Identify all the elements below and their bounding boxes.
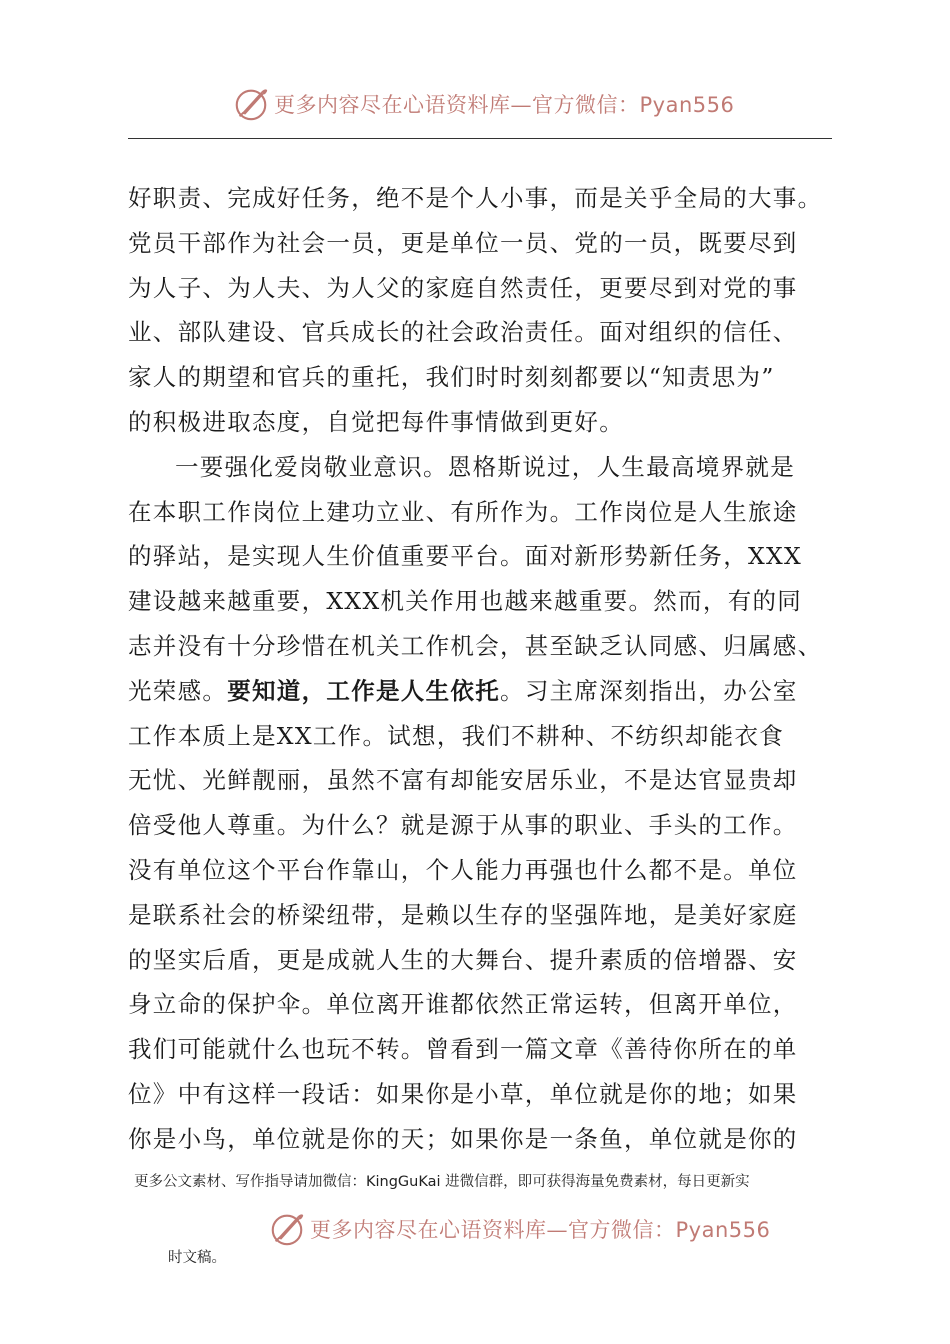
text-line: 位》中有这样一段话：如果你是小草，单位就是你的地；如果	[128, 1079, 798, 1108]
text-line: 建设越来越重要，XXX机关作用也越来越重要。然而，有的同	[128, 587, 803, 616]
watermark-id: Pyan556	[675, 1218, 771, 1242]
text-line: 无忧、光鲜靓丽，虽然不富有却能安居乐业，不是达官显贵却	[128, 766, 798, 795]
text-line	[128, 669, 832, 714]
paragraph-start-line: 一要强化爱岗敬业意识。恩格斯说过，人生最高境界就是	[175, 452, 795, 481]
watermark-text: 更多内容尽在心语资料库—官方微信：Pyan556	[274, 93, 735, 117]
text-line: 的积极进取态度，自觉把每件事情做到更好。	[128, 407, 624, 436]
header-divider	[128, 138, 832, 139]
text-line: 我们可能就什么也玩不转。曾看到一篇文章《善待你所在的单	[128, 1035, 798, 1064]
bold-emphasis: 要知道，工作是人生依托	[227, 676, 501, 705]
footer-watermark	[268, 1209, 770, 1249]
text-line: 党员干部作为社会一员，更是单位一员、党的一员，既要尽到	[128, 228, 798, 257]
text-segment: 。习主席深刻指出，办公室	[500, 676, 798, 705]
text-line: 工作本质上是XX工作。试想，我们不耕种、不纺织却能衣食	[128, 721, 785, 750]
text-line: 的驿站，是实现人生价值重要平台。面对新形势新任务，XXX	[128, 542, 803, 571]
text-line: 的坚实后盾，更是成就人生的大舞台、提升素质的倍增器、安	[128, 945, 798, 974]
footer-note: 更多公文素材、写作指导请加微信：KingGuKai 进微信群，即可获得海量免费素材，每日更新实	[134, 1174, 750, 1190]
text-line: 倍受他人尊重。为什么？就是源于从事的职业、手头的工作。	[128, 811, 798, 840]
text-line: 家人的期望和官兵的重托，我们时时刻刻都要以“知责思为”	[128, 363, 775, 392]
text-line: 在本职工作岗位上建功立业、有所作为。工作岗位是人生旅途	[128, 497, 798, 526]
watermark-id: Pyan556	[639, 93, 735, 117]
document-body	[128, 176, 832, 1162]
quill-pen-circle-icon	[268, 1210, 306, 1248]
text-line: 好职责、完成好任务，绝不是个人小事，而是关乎全局的大事。	[128, 184, 823, 212]
text-line: 你是小鸟，单位就是你的天；如果你是一条鱼，单位就是你的	[128, 1124, 798, 1153]
footer-note-continuation: 时文稿。	[168, 1250, 226, 1266]
text-line: 没有单位这个平台作靠山，个人能力再强也什么都不是。单位	[128, 855, 798, 884]
quill-pen-circle-icon	[232, 85, 270, 123]
watermark-text: 更多内容尽在心语资料库—官方微信：Pyan556	[310, 1218, 771, 1242]
text-line: 志并没有十分珍惜在机关工作机会，甚至缺乏认同感、归属感、	[128, 631, 823, 660]
header-watermark	[232, 84, 734, 124]
text-line: 为人子、为人夫、为人父的家庭自然责任，更要尽到对党的事	[128, 273, 798, 302]
text-line: 是联系社会的桥梁纽带，是赖以生存的坚强阵地，是美好家庭	[128, 900, 798, 929]
text-line: 业、部队建设、官兵成长的社会政治责任。面对组织的信任、	[128, 318, 798, 347]
text-line: 身立命的保护伞。单位离开谁都依然正常运转，但离开单位，	[128, 990, 798, 1019]
text-segment: 光荣感。	[128, 676, 228, 705]
